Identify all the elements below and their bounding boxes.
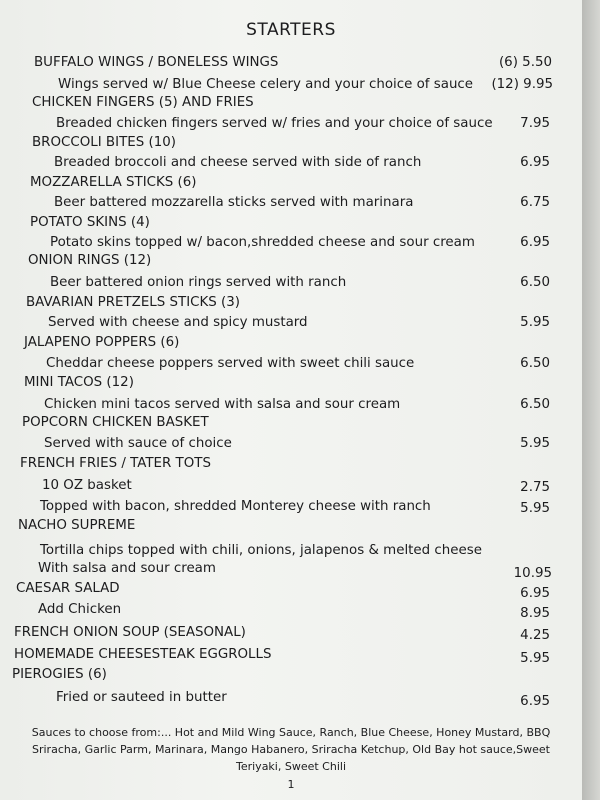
- price-nacho: 10.95: [513, 566, 552, 581]
- item-desc-nacho: Tortilla chips topped with chili, onions, jalapenos & melted cheese: [40, 543, 482, 558]
- page-title: STARTERS: [246, 20, 336, 40]
- sauces-note-line-1: Sauces to choose from:... Hot and Mild Wing Sauce, Ranch, Blue Cheese, Honey Mustard, BBQ: [31, 726, 551, 739]
- item-desc-mini-tacos: Chicken mini tacos served with salsa and sour cream: [44, 397, 401, 412]
- item-desc-pierogies: Fried or sauteed in butter: [56, 690, 227, 705]
- item-desc-potato-skins: Potato skins topped w/ bacon,shredded cheese and sour cream: [50, 235, 475, 250]
- price-caesar-salad: 6.95: [520, 586, 550, 601]
- item-buffalo-wings: BUFFALO WINGS / BONELESS WINGS: [34, 55, 279, 70]
- price-potato-skins: 6.95: [520, 235, 550, 250]
- sauces-note-line-2: Sriracha, Garlic Parm, Marinara, Mango Habanero, Sriracha Ketchup, Old Bay hot sauce,Sweet: [32, 743, 550, 756]
- item-pierogies: PIEROGIES (6): [12, 667, 107, 682]
- item-popcorn-chicken: POPCORN CHICKEN BASKET: [22, 415, 209, 430]
- price-onion-rings: 6.50: [520, 275, 550, 290]
- item-pretzel-sticks: BAVARIAN PRETZELS STICKS (3): [26, 295, 240, 310]
- price-pretzel: 5.95: [520, 315, 550, 330]
- item-mozzarella-sticks: MOZZARELLA STICKS (6): [30, 175, 197, 190]
- price-popcorn-chicken: 5.95: [520, 436, 550, 451]
- page-number: 1: [287, 778, 295, 791]
- item-desc-onion-rings: Beer battered onion rings served with ranch: [50, 275, 347, 290]
- price-buffalo-wings: (6) 5.50: [498, 55, 552, 70]
- price-mozzarella: 6.75: [520, 195, 550, 210]
- item-cheesesteak-eggrolls: HOMEMADE CHEESESTEAK EGGROLLS: [14, 647, 272, 662]
- item-desc-popcorn-chicken: Served with sauce of choice: [44, 436, 232, 451]
- item-desc-broccoli: Breaded broccoli and cheese served with side of ranch: [54, 155, 422, 170]
- item-mini-tacos: MINI TACOS (12): [24, 375, 134, 390]
- price-fries-basket: 2.75: [520, 480, 550, 495]
- item-fries-tots: FRENCH FRIES / TATER TOTS: [20, 456, 211, 471]
- price-wings-12: (12) 9.95: [491, 77, 553, 92]
- page-edge-shadow: [582, 0, 600, 800]
- item-add-chicken: Add Chicken: [38, 602, 122, 617]
- item-chicken-fingers: CHICKEN FINGERS (5) AND FRIES: [32, 95, 254, 110]
- item-desc-fries-basket: 10 OZ basket: [42, 478, 132, 493]
- price-french-onion-soup: 4.25: [520, 628, 550, 643]
- item-caesar-salad: CAESAR SALAD: [16, 581, 120, 596]
- price-cheesesteak-eggrolls: 5.95: [520, 651, 550, 666]
- price-poppers: 6.50: [520, 356, 550, 371]
- item-broccoli-bites: BROCCOLI BITES (10): [32, 135, 176, 150]
- item-jalapeno-poppers: JALAPENO POPPERS (6): [24, 335, 180, 350]
- price-broccoli: 6.95: [520, 155, 550, 170]
- item-nacho-supreme: NACHO SUPREME: [18, 518, 136, 533]
- item-desc-mozzarella: Beer battered mozzarella sticks served with marinara: [54, 195, 414, 210]
- sauces-note-line-3: Teriyaki, Sweet Chili: [235, 760, 346, 773]
- price-pierogies: 6.95: [520, 694, 550, 709]
- price-chicken-fingers: 7.95: [520, 116, 550, 131]
- item-desc-nacho-salsa: With salsa and sour cream: [38, 561, 216, 576]
- price-fries-topped: 5.95: [520, 501, 550, 516]
- item-potato-skins: POTATO SKINS (4): [30, 215, 150, 230]
- price-add-chicken: 8.95: [520, 606, 550, 621]
- item-desc-wings: Wings served w/ Blue Cheese celery and your choice of sauce: [58, 77, 474, 92]
- item-desc-fries-topped: Topped with bacon, shredded Monterey cheese with ranch: [40, 499, 431, 514]
- item-desc-poppers: Cheddar cheese poppers served with sweet chili sauce: [46, 356, 415, 371]
- price-mini-tacos: 6.50: [520, 397, 550, 412]
- item-french-onion-soup: FRENCH ONION SOUP (SEASONAL): [14, 625, 246, 640]
- item-desc-chicken-fingers: Breaded chicken fingers served w/ fries and your choice of sauce: [56, 116, 493, 131]
- item-desc-pretzel: Served with cheese and spicy mustard: [48, 315, 308, 330]
- item-onion-rings: ONION RINGS (12): [28, 253, 152, 268]
